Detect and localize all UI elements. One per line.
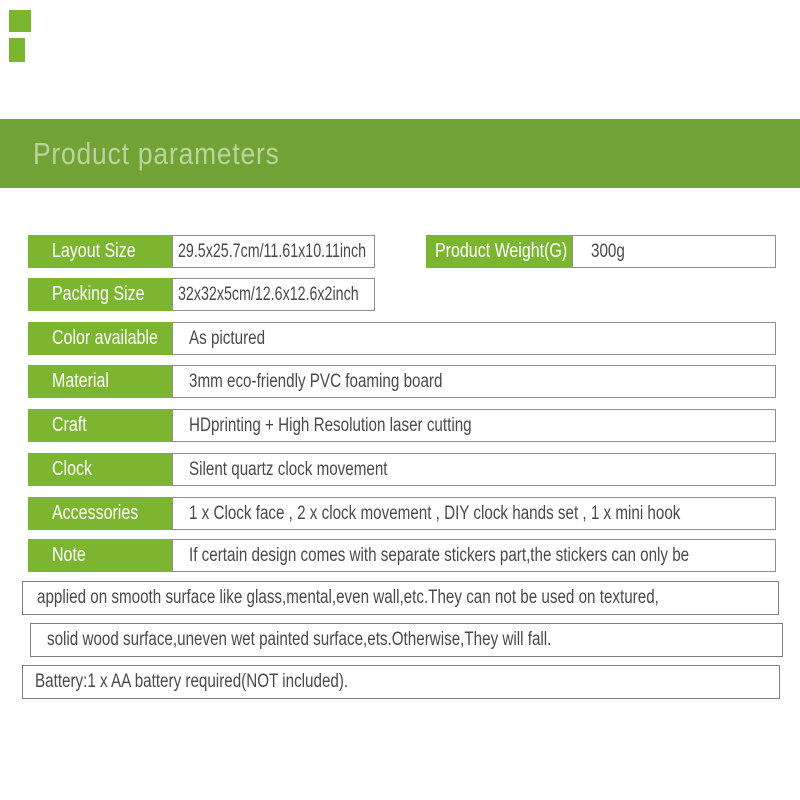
param-label	[28, 235, 172, 268]
param-value-text: 3mm eco-friendly PVC foaming board	[189, 371, 443, 392]
param-label	[28, 539, 172, 572]
product-parameters-banner	[0, 119, 800, 188]
banner-title: Product parameters	[33, 136, 280, 171]
param-value-text: 300g	[591, 241, 625, 262]
note-text: Battery:1 x AA battery required(NOT included).	[35, 671, 349, 692]
param-value-text: 29.5x25.7cm/11.61x10.11inch	[178, 241, 367, 262]
param-value	[172, 365, 776, 398]
param-value-text: If certain design comes with separate stickers part,the stickers can only be	[189, 545, 690, 566]
param-value-text: Silent quartz clock movement	[189, 459, 388, 480]
param-value	[172, 497, 776, 530]
param-label-text: Packing Size	[52, 283, 145, 305]
param-label	[28, 409, 172, 442]
param-value	[172, 539, 776, 572]
param-label-text: Accessories	[52, 502, 139, 524]
note-text: applied on smooth surface like glass,mental,even wall,etc.They can not be used on textured,	[37, 587, 659, 608]
param-label	[28, 453, 172, 486]
param-value-text: HDprinting + High Resolution laser cutting	[189, 415, 472, 436]
param-value	[172, 278, 375, 311]
decor-green-square	[9, 38, 25, 62]
param-value-text: 1 x Clock face , 2 x clock movement , DIY clock hands set , 1 x mini hook	[189, 503, 681, 524]
param-label	[28, 365, 172, 398]
param-row	[0, 322, 800, 355]
param-label-text: Craft	[52, 414, 87, 436]
param-label-text: Material	[52, 370, 109, 392]
note-box	[22, 581, 779, 615]
param-value	[172, 322, 776, 355]
param-label-text: Color available	[52, 327, 158, 349]
param-row	[0, 235, 800, 268]
param-row	[0, 409, 800, 442]
param-value-text: 32x32x5cm/12.6x12.6x2inch	[178, 284, 359, 305]
param-label-text: Product Weight(G)	[435, 240, 568, 262]
param-label	[28, 278, 172, 311]
param-value-text: As pictured	[189, 328, 266, 349]
param-label	[426, 235, 572, 268]
note-box	[30, 623, 783, 657]
param-row	[0, 497, 800, 530]
param-label-text: Layout Size	[52, 240, 136, 262]
note-box	[22, 665, 780, 699]
param-label-text: Clock	[52, 458, 93, 480]
param-row	[0, 365, 800, 398]
param-row	[0, 278, 800, 311]
param-value	[172, 453, 776, 486]
note-text: solid wood surface,uneven wet painted surface,ets.Otherwise,They will fall.	[47, 629, 552, 650]
param-label-text: Note	[52, 544, 86, 566]
param-row	[0, 453, 800, 486]
decor-green-square	[9, 10, 31, 32]
param-row	[0, 539, 800, 572]
param-value	[172, 235, 375, 268]
param-value	[172, 409, 776, 442]
param-label	[28, 322, 172, 355]
param-value	[572, 235, 776, 268]
param-label	[28, 497, 172, 530]
